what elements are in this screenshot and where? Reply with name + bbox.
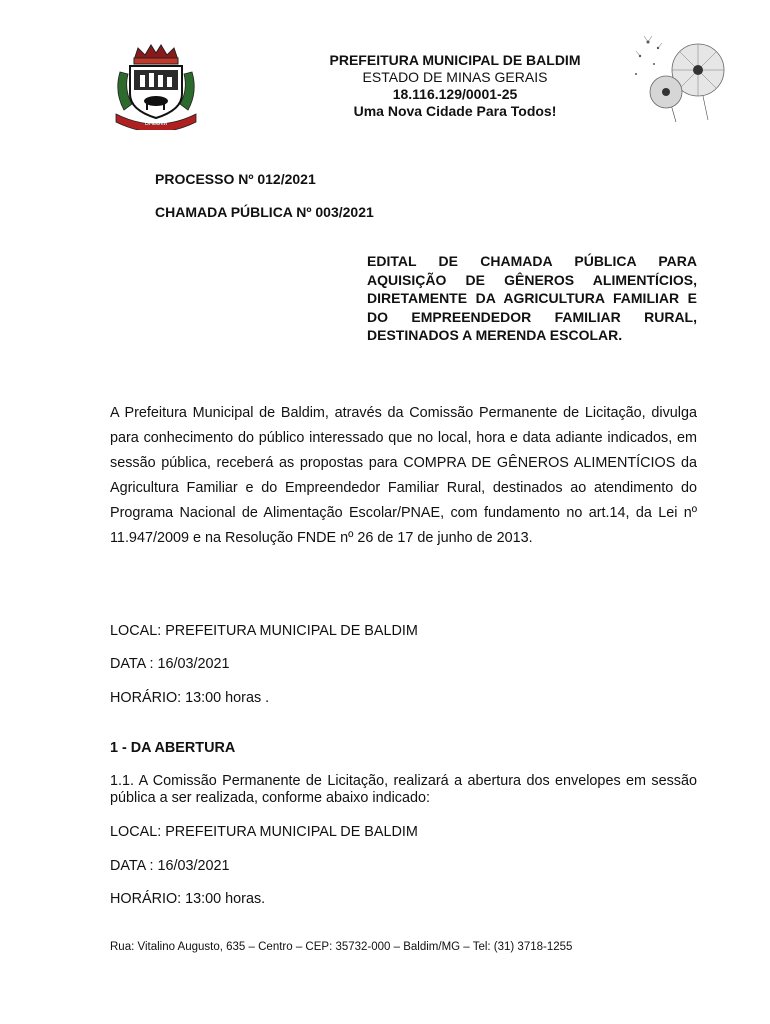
section-title: 1 - DA ABERTURA [110,740,236,756]
header-title: PREFEITURA MUNICIPAL DE BALDIM [329,52,581,68]
header-state: ESTADO DE MINAS GERAIS [362,69,548,85]
local-line: LOCAL: PREFEITURA MUNICIPAL DE BALDIM [110,623,418,639]
processo-label: PROCESSO Nº 012/2021 [155,171,316,187]
intro-paragraph: A Prefeitura Municipal de Baldim, através da Comissão Permanente de Licitação, divulga para conhecimento do público interessado que no local, hora e data adiante indicados, em sessão pública, receberá as propostas para COMPRA DE GÊNEROS ALIMENTÍCIOS da Agricultura Familiar e do Empreendedor Familiar Rural, destinados ao atendimento do Programa Nacional de Alimentação Escolar/PNAE, com fundamento no art.14, da Lei nº 11.947/2009 e na Resolução FNDE nº 26 de 17 de junho de 2013. [110,405,697,546]
data-line: DATA : 16/03/2021 [110,656,230,672]
header-slogan: Uma Nova Cidade Para Todos! [353,103,557,119]
svg-text:BALDIM: BALDIM [144,121,168,127]
chamada-label: CHAMADA PÚBLICA Nº 003/2021 [155,204,374,220]
edital-ementa: EDITAL DE CHAMADA PÚBLICA PARA AQUISIÇÃO DE GÊNEROS ALIMENTÍCIOS, DIRETAMENTE DA AGRICULTURA FAMILIAR E DO EMPREENDEDOR FAMILIAR RURAL, DESTINADOS A MERENDA ESCOLAR. [367,253,697,343]
section-data-line: DATA : 16/03/2021 [110,858,230,874]
page-footer: Rua: Vitalino Augusto, 635 – Centro – CEP: 35732-000 – Baldim/MG – Tel: (31) 3718-1255 [110,941,573,953]
section-local-line: LOCAL: PREFEITURA MUNICIPAL DE BALDIM [110,824,418,840]
header-cnpj: 18.116.129/0001-25 [392,86,518,102]
municipal-crest-icon [112,42,200,130]
section-horario-line: HORÁRIO: 13:00 horas. [110,891,266,907]
section-paragraph: 1.1. A Comissão Permanente de Licitação, realizará a abertura dos envelopes em sessão pública a ser realizada, conforme abaixo indicado: [110,773,697,806]
horario-line: HORÁRIO: 13:00 horas . [110,690,270,706]
